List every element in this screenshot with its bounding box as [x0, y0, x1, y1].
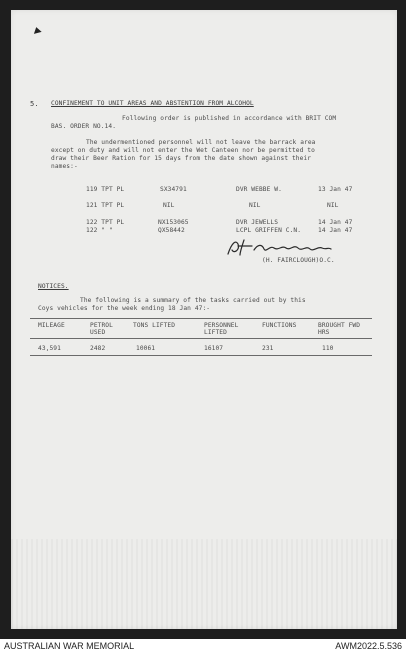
paper-texture [11, 539, 397, 629]
personnel-name: NIL [249, 202, 261, 209]
paragraph-line: draw their Beer Ration for 15 days from the date shown against their [51, 155, 312, 162]
personnel-name: LCPL GRIFFEN C.N. [236, 227, 302, 234]
paragraph-line: except on duty and will not enter the Wet Canteen nor be permitted to [51, 147, 315, 154]
table-header-cell: FUNCTIONS [262, 322, 297, 329]
paragraph-line: Following order is published in accordance with BRIT COM [122, 115, 337, 122]
paragraph-line: The undermentioned personnel will not leave the barrack area [86, 139, 316, 146]
table-cell: 110 [322, 345, 334, 352]
footer-institution: AUSTRALIAN WAR MEMORIAL [4, 641, 135, 651]
personnel-date: 14 Jan 47 [318, 227, 353, 234]
paragraph-line: BAS. ORDER NO.14. [51, 123, 117, 130]
signature-name: (H. FAIRCLOUGH)O.C. [262, 257, 335, 264]
personnel-date: 13 Jan 47 [318, 186, 353, 193]
table-rule [30, 338, 372, 339]
section-number: 5. [30, 100, 39, 108]
personnel-unit: 121 TPT PL [86, 202, 125, 209]
table-header-cell: MILEAGE [38, 322, 65, 329]
personnel-unit: 122 " " [86, 227, 113, 234]
notices-heading: NOTICES. [38, 283, 69, 290]
table-header-cell: PERSONNEL LIFTED [204, 322, 239, 336]
table-header-cell: TONS LIFTED [133, 322, 176, 329]
table-cell: 10061 [136, 345, 156, 352]
table-rule [30, 355, 372, 356]
personnel-unit: 122 TPT PL [86, 219, 125, 226]
footer-accession-number: AWM2022.5.536 [335, 641, 402, 651]
table-cell: 231 [262, 345, 274, 352]
table-cell: 2482 [90, 345, 106, 352]
table-cell: 43,591 [38, 345, 61, 352]
personnel-number: SX34791 [160, 186, 187, 193]
table-header-cell: BROUGHT FWD HRS [318, 322, 361, 336]
personnel-number: NIL [163, 202, 175, 209]
table-rule [30, 318, 372, 319]
table-header-cell: PETROL USED [90, 322, 113, 336]
paragraph-line: names:- [51, 163, 78, 170]
handwritten-signature-icon [218, 236, 338, 258]
personnel-date: NIL [327, 202, 339, 209]
personnel-date: 14 Jan 47 [318, 219, 353, 226]
personnel-name: DVR JEWELLS [236, 219, 279, 226]
personnel-name: DVR WEBBE W. [236, 186, 282, 193]
table-cell: 16107 [204, 345, 224, 352]
personnel-unit: 119 TPT PL [86, 186, 125, 193]
personnel-number: NX153065 [158, 219, 189, 226]
section-heading: CONFINEMENT TO UNIT AREAS AND ABSTENTION FROM ALCOHOL [51, 100, 254, 107]
paragraph-line: The following is a summary of the tasks carried out by this [80, 297, 306, 304]
paragraph-line: Coys vehicles for the week ending 18 Jan 47:- [38, 305, 211, 312]
personnel-number: QX58442 [158, 227, 185, 234]
